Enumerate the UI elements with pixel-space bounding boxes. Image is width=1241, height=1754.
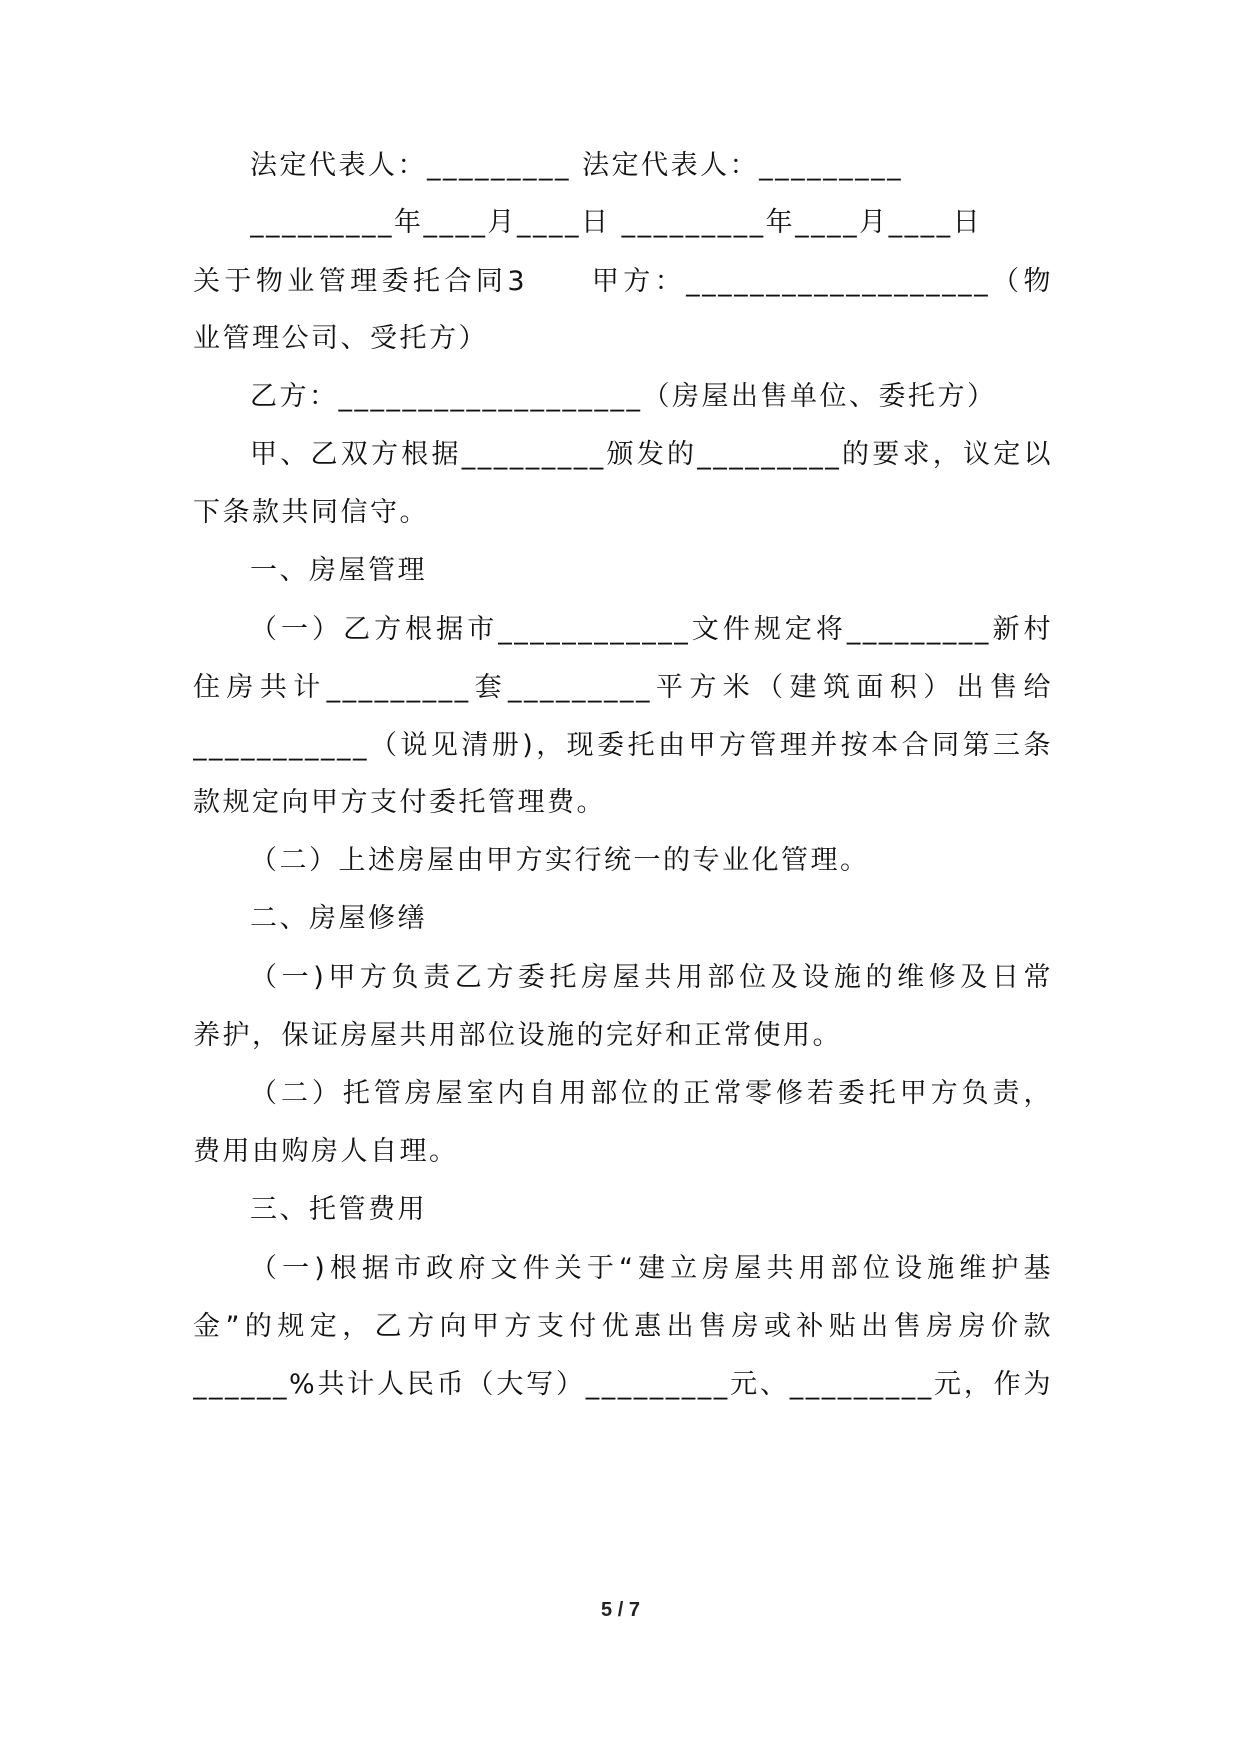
paragraph-line: 住房共计_________套_________平方米（建筑面积）出售给 bbox=[193, 672, 1053, 703]
paragraph-line: 甲、乙双方根据_________颁发的_________的要求，议定以 bbox=[250, 439, 1053, 470]
paragraph-line: ___________（说见清册)，现委托由甲方管理并按本合同第三条 bbox=[193, 730, 1053, 761]
paragraph-line: 下条款共同信守。 bbox=[193, 497, 429, 528]
signature-line-representatives: 法定代表人：_________ 法定代表人：_________ bbox=[250, 150, 904, 181]
section-heading-house-management: 一、房屋管理 bbox=[250, 555, 427, 586]
paragraph-line: （一)根据市政府文件关于“建立房屋共用部位设施维护基 bbox=[250, 1253, 1053, 1284]
paragraph-line: 费用由购房人自理。 bbox=[193, 1136, 459, 1167]
page-number: 5 / 7 bbox=[601, 1599, 640, 1621]
paragraph-line: 业管理公司、受托方） bbox=[193, 323, 488, 354]
paragraph-line: （二）上述房屋由甲方实行统一的专业化管理。 bbox=[250, 845, 870, 876]
paragraph-line: （二）托管房屋室内自用部位的正常零修若委托甲方负责， bbox=[250, 1078, 1053, 1109]
signature-line-dates: _________年____月____日 _________年____月____日 bbox=[250, 207, 983, 238]
section-heading-custody-fees: 三、托管费用 bbox=[250, 1194, 427, 1225]
paragraph-line: （一)甲方负责乙方委托房屋共用部位及设施的维修及日常 bbox=[250, 962, 1053, 993]
paragraph-line: 养护，保证房屋共用部位设施的完好和正常使用。 bbox=[193, 1020, 842, 1051]
paragraph-line: （一）乙方根据市____________文件规定将_________新村 bbox=[250, 614, 1053, 645]
paragraph-line: ______%共计人民币（大写）_________元、_________元，作为 bbox=[193, 1369, 1053, 1400]
contract-heading-line: 关于物业管理委托合同3 甲方：___________________（物 bbox=[193, 266, 1053, 297]
party-b-line: 乙方：___________________（房屋出售单位、委托方） bbox=[250, 381, 997, 412]
section-heading-house-repair: 二、房屋修缮 bbox=[250, 903, 427, 934]
paragraph-line: 款规定向甲方支付委托管理费。 bbox=[193, 787, 606, 818]
paragraph-line: 金”的规定，乙方向甲方支付优惠出售房或补贴出售房房价款 bbox=[193, 1311, 1053, 1342]
